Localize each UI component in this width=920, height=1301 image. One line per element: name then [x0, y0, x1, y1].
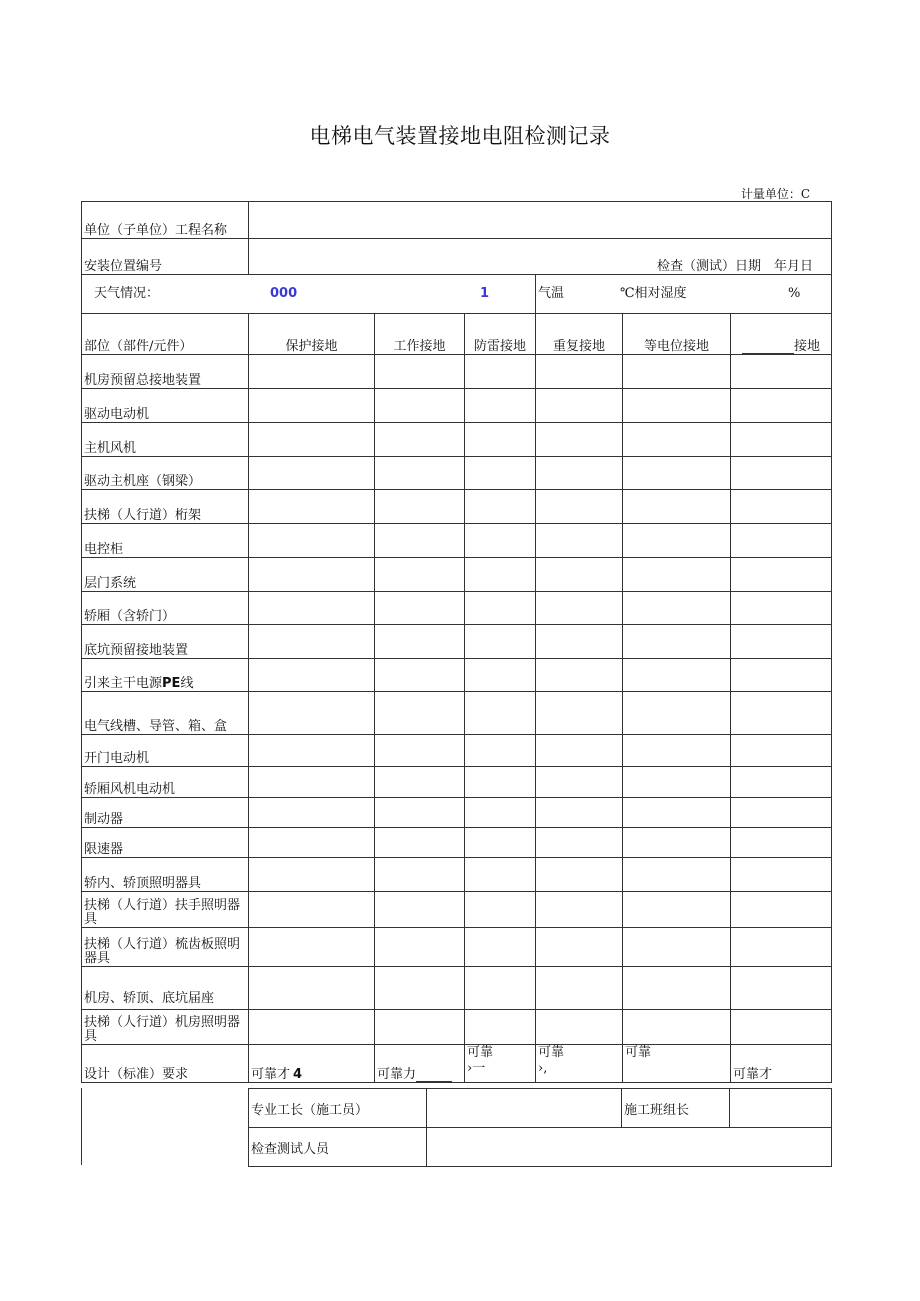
row-label: 扶梯（人行道）机房照明器具 — [82, 1010, 249, 1045]
design-lightning: 可靠 ›一 — [465, 1045, 536, 1083]
design-other: 可靠才 — [731, 1045, 832, 1083]
percent-sign: % — [788, 286, 801, 301]
col-equipotential: 等电位接地 — [623, 314, 731, 355]
design-repeated: 可靠 ›, — [536, 1045, 623, 1083]
row-label: 开门电动机 — [82, 735, 249, 767]
foreman-label: 专业工长（施工员） — [249, 1089, 427, 1128]
row-label: 电控柜 — [82, 524, 249, 558]
tester-field[interactable] — [427, 1128, 832, 1167]
row-label: 驱动电动机 — [82, 389, 249, 423]
signature-table — [248, 1088, 832, 1167]
row-label: 机房预留总接地装置 — [82, 355, 249, 389]
humidity-label: ℃相对湿度 — [620, 286, 687, 301]
row-label: 驱动主机座（钢梁） — [82, 457, 249, 490]
row-label: 扶梯（人行道）扶手照明器具 — [82, 892, 249, 928]
team-leader-label: 施工班组长 — [622, 1089, 730, 1128]
position-label: 安装位置编号 — [82, 239, 249, 275]
row-label: 制动器 — [82, 798, 249, 828]
row-label: 层门系统 — [82, 558, 249, 592]
project-name-field[interactable] — [249, 202, 832, 239]
row-label: 机房、轿顶、底坑届座 — [82, 967, 249, 1010]
weather-value-2: 1 — [480, 286, 490, 301]
col-working: 工作接地 — [375, 314, 465, 355]
team-leader-field[interactable] — [730, 1089, 832, 1128]
project-name-label: 单位（子单位）工程名称 — [82, 202, 249, 239]
row-label: 限速器 — [82, 828, 249, 858]
record-table — [81, 201, 832, 1083]
design-requirement-label: 设计（标准）要求 — [82, 1045, 249, 1083]
weather-label: 天气情况： — [94, 286, 160, 301]
unit-label: 计量单位：C — [740, 187, 810, 201]
row-label: 扶梯（人行道）桁架 — [82, 490, 249, 524]
row-label: 引来主干电源PE线 — [82, 659, 249, 692]
col-other: 接地 — [731, 314, 832, 355]
row-label: 轿内、轿顶照明器具 — [82, 858, 249, 892]
record-form — [81, 201, 831, 1165]
row-label: 电气线槽、导管、箱、盒 — [82, 692, 249, 735]
design-protective: 可靠才 4 — [249, 1045, 375, 1083]
row-label: 轿厢（含轿门） — [82, 592, 249, 625]
tester-label: 检查测试人员 — [249, 1128, 427, 1167]
blank-line — [742, 341, 794, 354]
weather-value-1: 000 — [270, 286, 298, 301]
foreman-field[interactable] — [427, 1089, 622, 1128]
design-working: 可靠力 — [375, 1045, 465, 1083]
row-label: 扶梯（人行道）梳齿板照明器具 — [82, 928, 249, 967]
row-label: 主机风机 — [82, 423, 249, 457]
col-part: 部位（部件/元件） — [82, 314, 249, 355]
row-label: 轿厢风机电动机 — [82, 767, 249, 798]
date-label: 检查（测试）日期 年月日 — [249, 239, 832, 275]
col-lightning: 防雷接地 — [465, 314, 536, 355]
left-border — [81, 1088, 82, 1165]
col-protective: 保护接地 — [249, 314, 375, 355]
col-repeated: 重复接地 — [536, 314, 623, 355]
temp-label: 气温 — [538, 286, 565, 301]
temperature-row — [536, 275, 832, 314]
row-label: 底坑预留接地装置 — [82, 625, 249, 659]
design-equipotential: 可靠 — [623, 1045, 731, 1083]
weather-row — [82, 275, 536, 314]
page-title: 电梯电气装置接地电阻检测记录 — [309, 124, 611, 148]
